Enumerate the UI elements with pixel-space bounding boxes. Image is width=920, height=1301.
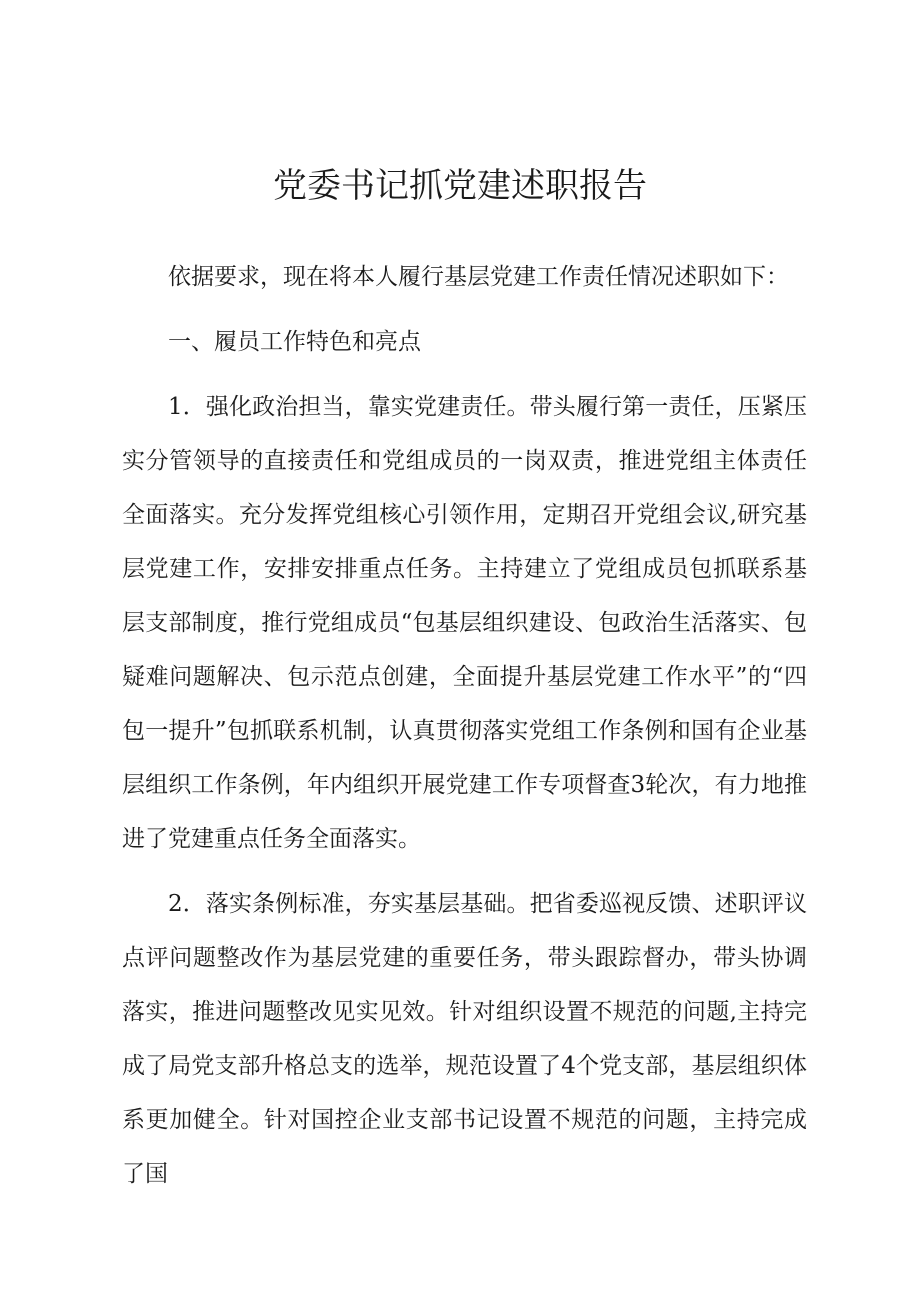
section-heading: 一、履员工作特色和亮点 [168, 329, 421, 355]
document-title: 党委书记抓党建述职报告 [273, 166, 647, 206]
body-paragraph-2: 2．落实条例标准，夯实基层基础。把省委巡视反馈、述职评议点评问题整改作为基层党建的重要任务，带头跟踪督办，带头协调落实，推进问题整改见实见效。针对组织设置不规范的问题,主持完成了局党支部升格总支的选举，规范设置了4个党支部，基层组织体系更加健全。针对国控企业支部书记设置不规范的问题，主持完成了国 [122, 891, 807, 1187]
body-paragraph-1: 1．强化政治担当，靠实党建责任。带头履行第一责任，压紧压实分管领导的直接责任和党组成员的一岗双责，推进党组主体责任全面落实。充分发挥党组核心引领作用，定期召开党组会议,研究基层党建工作，安排安排重点任务。主持建立了党组成员包抓联系基层支部制度，推行党组成员“包基层组织建设、包政治生活落实、包疑难问题解决、包示范点创建，全面提升基层党建工作水平”的“四包一提升”包抓联系机制，认真贯彻落实党组工作条例和国有企业基层组织工作条例，年内组织开展党建工作专项督查3轮次，有力地推进了党建重点任务全面落实。 [122, 394, 807, 852]
intro-paragraph: 依据要求，现在将本人履行基层党建工作责任情况述职如下： [168, 264, 789, 290]
document-body [122, 250, 807, 1212]
